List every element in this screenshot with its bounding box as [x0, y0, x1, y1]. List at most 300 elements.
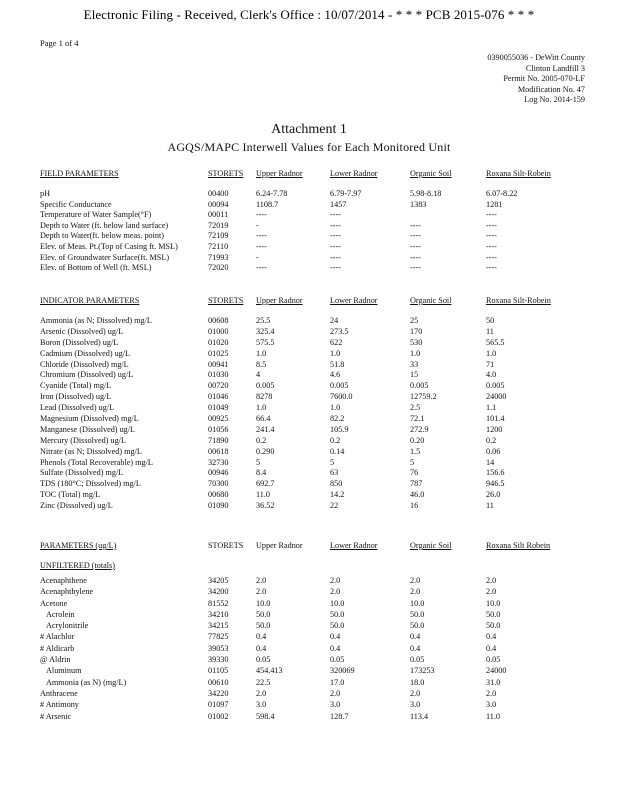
- parameter-name: Sulfate (Dissolved) mg/L: [40, 468, 124, 478]
- unit-value: 4: [256, 370, 261, 380]
- unit-value: 787: [410, 479, 423, 489]
- parameter-name: @ Aldrin: [40, 655, 71, 665]
- storet-code: 00400: [208, 189, 229, 198]
- storet-code: 00680: [208, 490, 229, 500]
- unit-value: 16: [410, 501, 419, 511]
- field-parameters-section: [40, 169, 585, 274]
- storet-code: 01049: [208, 403, 229, 413]
- unit-value: 2.0: [410, 688, 421, 698]
- storet-code: 34200: [208, 587, 229, 597]
- attachment-title: Attachment 1: [271, 122, 347, 137]
- indicator-row: [40, 360, 585, 371]
- column-header: Roxana Silt Robein: [486, 541, 551, 550]
- meta-line: Permit No. 2005-070-LF: [503, 74, 585, 84]
- unit-value: 2.0: [486, 576, 497, 585]
- unit-value: 31.0: [486, 677, 501, 687]
- storet-code: 00720: [208, 381, 229, 391]
- unit-value: ----: [256, 231, 267, 241]
- unit-value: 0.06: [486, 446, 501, 456]
- unit-value: 0.2: [330, 435, 341, 445]
- unit-value: 0.20: [410, 435, 425, 445]
- storet-code: 34205: [208, 576, 229, 585]
- parameter-row: [40, 599, 585, 610]
- parameter-name: TDS (180°C; Dissolved) mg/L: [40, 479, 141, 489]
- parameter-name: TOC (Total) mg/L: [40, 490, 101, 500]
- unit-value: 50.0: [256, 621, 271, 631]
- unit-value: 2.0: [330, 576, 341, 585]
- unit-value: 6.79-7.97: [330, 189, 362, 198]
- storet-code: 00608: [208, 316, 229, 325]
- storet-code: 00011: [208, 210, 229, 220]
- storet-code: 34215: [208, 621, 229, 631]
- unit-value: 2.0: [256, 576, 267, 585]
- unit-value: ----: [330, 210, 341, 220]
- unit-value: 63: [330, 468, 339, 478]
- parameter-name: Cadmium (Dissolved) ug/L: [40, 348, 131, 358]
- parameter-name: Depth to Water(ft. below meas. point): [40, 231, 165, 241]
- parameter-rows: [40, 576, 585, 723]
- unit-value: 3.0: [410, 700, 421, 710]
- storet-code: 32730: [208, 457, 229, 467]
- unit-value: 0.2: [486, 435, 497, 445]
- column-header: STORETS: [208, 169, 244, 178]
- storet-code: 01090: [208, 501, 229, 511]
- storet-code: 01056: [208, 424, 229, 434]
- parameter-name: # Antimony: [40, 700, 79, 710]
- unit-value: 0.4: [256, 632, 267, 642]
- parameter-name: Magnesium (Dissolved) mg/L: [40, 414, 139, 424]
- unit-value: 3.0: [486, 700, 497, 710]
- indicator-header-row: [40, 296, 585, 308]
- unit-value: 0.05: [410, 655, 425, 665]
- storet-code: 01105: [208, 666, 229, 676]
- storet-code: 77825: [208, 632, 229, 642]
- unit-value: 565.5: [486, 337, 505, 347]
- indicator-row: [40, 349, 585, 360]
- unit-value: 2.5: [410, 403, 421, 413]
- parameter-name: Chloride (Dissolved) mg/L: [40, 359, 129, 369]
- unit-value: 24: [330, 316, 339, 325]
- column-header: Lower Radnor: [330, 541, 378, 550]
- storet-code: 00925: [208, 414, 229, 424]
- storet-code: 71993: [208, 252, 229, 262]
- unit-value: 0.005: [330, 381, 349, 391]
- unit-value: 50.0: [256, 609, 271, 619]
- parameter-name: Acenaphthene: [40, 576, 87, 585]
- parameter-name: Aluminum: [46, 666, 82, 676]
- meta-line: Modification No. 47: [517, 84, 585, 94]
- storet-code: 70300: [208, 479, 229, 489]
- parameter-row: [40, 644, 585, 655]
- indicator-row: [40, 392, 585, 403]
- unit-value: ----: [486, 263, 497, 273]
- indicator-row: [40, 425, 585, 436]
- unit-value: ----: [256, 263, 267, 273]
- unit-value: 2.0: [256, 688, 267, 698]
- unit-value: 18.0: [410, 677, 425, 687]
- indicator-row: [40, 414, 585, 425]
- indicator-row: [40, 447, 585, 458]
- parameter-name: # Alachlor: [40, 632, 75, 642]
- parameter-name: Ammonia (as N) (mg/L): [46, 677, 127, 687]
- unit-value: 173253: [410, 666, 435, 676]
- unit-value: 1.0: [486, 348, 497, 358]
- unit-value: 4.0: [486, 370, 497, 380]
- unit-value: 50.0: [410, 609, 425, 619]
- storet-code: 34220: [208, 688, 229, 698]
- parameter-name: Anthracene: [40, 688, 78, 698]
- unit-value: 1108.7: [256, 199, 279, 209]
- parameter-name: Acetone: [40, 598, 68, 608]
- unit-value: 2.0: [410, 587, 421, 597]
- parameter-name: Lead (Dissolved) ug/L: [40, 403, 115, 413]
- unit-value: 4.6: [330, 370, 341, 380]
- unit-value: 22: [330, 501, 339, 511]
- unit-value: 5: [410, 457, 415, 467]
- unit-value: ----: [410, 220, 421, 230]
- unit-value: 0.4: [410, 643, 421, 653]
- indicator-row: [40, 316, 585, 327]
- page-indicator: Page 1 of 4: [40, 38, 79, 48]
- unit-value: 101.4: [486, 414, 505, 424]
- storet-code: 00941: [208, 359, 229, 369]
- unit-value: 11.0: [256, 490, 271, 500]
- unit-value: 273.5: [330, 326, 349, 336]
- unit-value: 0.2: [256, 435, 267, 445]
- storet-code: 00094: [208, 199, 229, 209]
- parameter-name: Elev. of Groundwater Surface(ft. MSL): [40, 252, 170, 262]
- storet-code: 72110: [208, 241, 229, 251]
- column-header: Roxana Silt-Robein: [486, 296, 551, 305]
- column-header: Upper Radnor: [256, 169, 303, 178]
- indicator-row: [40, 436, 585, 447]
- unit-value: 50.0: [486, 609, 501, 619]
- parameter-row: [40, 678, 585, 689]
- parameter-name: Depth to Water (ft. below land surface): [40, 220, 169, 230]
- storet-code: 39053: [208, 643, 229, 653]
- attachment-subtitle: AGQS/MAPC Interwell Values for Each Monitored Unit: [167, 140, 451, 154]
- unit-value: 25: [410, 316, 419, 325]
- unit-value: 72.1: [410, 414, 425, 424]
- unit-value: 50.0: [486, 621, 501, 631]
- unit-value: 12759.2: [410, 392, 437, 402]
- unit-value: 50.0: [330, 609, 345, 619]
- unit-value: 530: [410, 337, 423, 347]
- indicator-row: [40, 490, 585, 501]
- column-header: Roxana Silt-Robein: [486, 169, 551, 178]
- column-header: Upper Radnor: [256, 541, 303, 550]
- unit-value: 692.7: [256, 479, 275, 489]
- indicator-row: [40, 479, 585, 490]
- unit-value: ----: [330, 220, 341, 230]
- parameter-name: Ammonia (as N; Dissolved) mg/L: [40, 316, 152, 325]
- column-header: Upper Radnor: [256, 296, 303, 305]
- unit-value: 17.0: [330, 677, 345, 687]
- unit-value: 10.0: [256, 598, 271, 608]
- parameter-row: [40, 700, 585, 711]
- column-header: Organic Soil: [410, 169, 452, 178]
- unit-value: 105.9: [330, 424, 349, 434]
- unit-value: 2.0: [330, 688, 341, 698]
- unit-value: 0.4: [256, 643, 267, 653]
- parameter-name: Elev. of Meas. Pt.(Top of Casing ft. MSL): [40, 241, 178, 251]
- indicator-parameters-section: [40, 296, 585, 512]
- parameter-name: pH: [40, 189, 51, 198]
- unit-value: 0.4: [486, 643, 497, 653]
- unit-value: ----: [256, 210, 267, 220]
- parameter-row: [40, 610, 585, 621]
- unit-value: 25.5: [256, 316, 271, 325]
- unit-value: 0.14: [330, 446, 345, 456]
- storet-code: 72019: [208, 220, 229, 230]
- unit-value: 0.4: [486, 632, 497, 642]
- unit-value: ----: [486, 231, 497, 241]
- unit-value: 50.0: [410, 621, 425, 631]
- parameter-row: [40, 712, 585, 723]
- unit-value: 10.0: [486, 598, 501, 608]
- unit-value: ----: [410, 263, 421, 273]
- unit-value: 272.9: [410, 424, 429, 434]
- storet-code: 01046: [208, 392, 229, 402]
- unit-value: 1200: [486, 424, 503, 434]
- parameter-name: Cyanide (Total) mg/L: [40, 381, 112, 391]
- unit-value: 1.0: [330, 403, 341, 413]
- unit-value: 22.5: [256, 677, 271, 687]
- storet-code: 01097: [208, 700, 229, 710]
- storet-code: 72109: [208, 231, 229, 241]
- unit-value: ----: [410, 252, 421, 262]
- parameter-name: Boron (Dissolved) ug/L: [40, 337, 119, 347]
- unit-value: 24000: [486, 392, 507, 402]
- parameter-row: [40, 689, 585, 700]
- column-header: Lower Radnor: [330, 296, 378, 305]
- storet-code: 00610: [208, 677, 229, 687]
- parameters-section: [40, 541, 585, 723]
- unit-value: 1281: [486, 199, 503, 209]
- indicator-row: [40, 381, 585, 392]
- unit-value: 82.2: [330, 414, 345, 424]
- unit-value: 0.05: [486, 655, 501, 665]
- parameter-name: # Arsenic: [40, 711, 72, 721]
- unit-value: 0.05: [330, 655, 345, 665]
- column-header: Organic Soil: [410, 541, 452, 550]
- unit-value: 14: [486, 457, 495, 467]
- unit-value: 51.8: [330, 359, 345, 369]
- column-header: FIELD PARAMETERS: [40, 169, 119, 178]
- parameter-name: Specific Conductance: [40, 199, 112, 209]
- column-header: STORETS: [208, 541, 244, 550]
- field-rows: [40, 189, 585, 274]
- unit-value: 0.005: [256, 381, 275, 391]
- unit-value: 24000: [486, 666, 507, 676]
- unit-value: 1457: [330, 199, 347, 209]
- unit-value: ----: [330, 252, 341, 262]
- unit-value: 5.98-8.18: [410, 189, 442, 198]
- unit-value: 0.005: [486, 381, 505, 391]
- storet-code: 81552: [208, 598, 229, 608]
- column-header: INDICATOR PARAMETERS: [40, 296, 140, 305]
- unit-value: 14.2: [330, 490, 345, 500]
- unit-value: ----: [330, 231, 341, 241]
- unit-value: 10.0: [330, 598, 345, 608]
- storet-code: 72020: [208, 263, 229, 273]
- unit-value: 5: [330, 457, 335, 467]
- unit-value: 850: [330, 479, 343, 489]
- unit-value: 8278: [256, 392, 273, 402]
- unit-value: ----: [486, 252, 497, 262]
- unit-value: 325.4: [256, 326, 275, 336]
- parameter-name: Acrylonitrile: [46, 621, 89, 631]
- parameter-name: Temperature of Water Sample(°F): [40, 210, 152, 220]
- unit-value: 128.7: [330, 711, 349, 721]
- meta-line: 0390055036 - DeWitt County: [487, 53, 585, 62]
- unit-value: 2.0: [410, 576, 421, 585]
- unit-value: 10.0: [410, 598, 425, 608]
- unit-value: 1.0: [256, 403, 267, 413]
- unit-value: 1.0: [410, 348, 421, 358]
- filing-stamp: Electronic Filing - Received, Clerk's Office : 10/07/2014 - * * * PCB 2015-076 * * *: [83, 7, 535, 22]
- unit-value: -: [256, 220, 259, 230]
- unit-value: 575.5: [256, 337, 275, 347]
- unfiltered-subheader: UNFILTERED (totals): [40, 561, 115, 570]
- unit-value: 946.5: [486, 479, 505, 489]
- parameter-name: Acenaphthylene: [40, 587, 94, 597]
- unit-value: ----: [256, 241, 267, 251]
- column-header: Lower Radnor: [330, 169, 378, 178]
- indicator-row: [40, 327, 585, 338]
- unit-value: 241.4: [256, 424, 275, 434]
- parameter-row: [40, 621, 585, 632]
- indicator-row: [40, 501, 585, 512]
- field-row: [40, 242, 585, 253]
- unfiltered-subheader-row: [40, 561, 585, 573]
- unit-value: 2.0: [486, 587, 497, 597]
- parameter-name: Zinc (Dissolved) ug/L: [40, 501, 113, 511]
- unit-value: ----: [486, 220, 497, 230]
- indicator-row: [40, 468, 585, 479]
- field-header-row: [40, 169, 585, 181]
- parameter-name: Iron (Dissolved) ug/L: [40, 392, 112, 402]
- unit-value: 8.4: [256, 468, 267, 478]
- unit-value: 46.0: [410, 490, 425, 500]
- parameter-name: # Aldicarb: [40, 643, 75, 653]
- unit-value: ----: [410, 231, 421, 241]
- unit-value: 11: [486, 501, 494, 511]
- unit-value: 1383: [410, 199, 427, 209]
- unit-value: 6.24-7.78: [256, 189, 288, 198]
- unit-value: ----: [486, 210, 497, 220]
- unit-value: 1.5: [410, 446, 421, 456]
- unit-value: 170: [410, 326, 423, 336]
- unit-value: 36.52: [256, 501, 275, 511]
- storet-code: 34210: [208, 609, 229, 619]
- unit-value: 598.4: [256, 711, 275, 721]
- unit-value: ----: [330, 263, 341, 273]
- unit-value: 5: [256, 457, 261, 467]
- indicator-row: [40, 338, 585, 349]
- field-row: [40, 253, 585, 264]
- parameter-row: [40, 632, 585, 643]
- parameter-name: Elev. of Bottom of Well (ft. MSL): [40, 263, 152, 273]
- parameter-name: Phenols (Total Recoverable) mg/L: [40, 457, 153, 467]
- storet-code: 01030: [208, 370, 229, 380]
- indicator-rows: [40, 316, 585, 512]
- indicator-row: [40, 370, 585, 381]
- storet-code: 01020: [208, 337, 229, 347]
- parameter-name: Nitrate (as N; Dissolved) mg/L: [40, 446, 142, 456]
- unit-value: 0.4: [330, 632, 341, 642]
- unit-value: 0.4: [330, 643, 341, 653]
- field-row: [40, 231, 585, 242]
- unit-value: 0.005: [410, 381, 429, 391]
- unit-value: 1.0: [330, 348, 341, 358]
- column-header: Organic Soil: [410, 296, 452, 305]
- unit-value: 11: [486, 326, 494, 336]
- storet-code: 00618: [208, 446, 229, 456]
- storet-code: 01000: [208, 326, 229, 336]
- unit-value: 2.0: [330, 587, 341, 597]
- field-row: [40, 221, 585, 232]
- unit-value: 0.290: [256, 446, 275, 456]
- parameter-row: [40, 666, 585, 677]
- parameter-row: [40, 576, 585, 587]
- unit-value: 454.413: [256, 666, 283, 676]
- indicator-row: [40, 403, 585, 414]
- storet-code: 01025: [208, 348, 229, 358]
- field-row: [40, 263, 585, 274]
- parameters-header-row: [40, 541, 585, 553]
- unit-value: 320069: [330, 666, 355, 676]
- unit-value: 76: [410, 468, 419, 478]
- storet-code: 71890: [208, 435, 229, 445]
- column-header: STORETS: [208, 296, 244, 305]
- permit-meta: [487, 53, 585, 106]
- unit-value: -: [256, 252, 259, 262]
- unit-value: 2.0: [256, 587, 267, 597]
- parameter-name: Manganese (Dissolved) ug/L: [40, 424, 136, 434]
- meta-line: Clinton Landfill 3: [525, 63, 585, 73]
- unit-value: 3.0: [330, 700, 341, 710]
- unit-value: 33: [410, 359, 419, 369]
- meta-line: Log No. 2014-159: [524, 95, 585, 105]
- unit-value: 3.0: [256, 700, 267, 710]
- unit-value: 622: [330, 337, 343, 347]
- storet-code: 01002: [208, 711, 229, 721]
- unit-value: 0.05: [256, 655, 271, 665]
- unit-value: ----: [330, 241, 341, 251]
- unit-value: 26.0: [486, 490, 501, 500]
- unit-value: 11.0: [486, 711, 501, 721]
- unit-value: 6.07-8.22: [486, 189, 518, 198]
- unit-value: ----: [486, 241, 497, 251]
- unit-value: ----: [410, 241, 421, 251]
- storet-code: 39330: [208, 655, 229, 665]
- unit-value: 15: [410, 370, 419, 380]
- storet-code: 00946: [208, 468, 229, 478]
- parameter-name: Chromium (Dissolved) ug/L: [40, 370, 134, 380]
- parameter-name: Acrolein: [46, 609, 75, 619]
- column-header: PARAMETERS (ug/L): [40, 541, 117, 550]
- unit-value: 156.6: [486, 468, 505, 478]
- unit-value: 113.4: [410, 711, 429, 721]
- unit-value: 66.4: [256, 414, 271, 424]
- parameter-row: [40, 587, 585, 598]
- parameter-row: [40, 655, 585, 666]
- unit-value: 8.5: [256, 359, 267, 369]
- unit-value: 50: [486, 316, 495, 325]
- unit-value: 0.4: [410, 632, 421, 642]
- field-row: [40, 189, 585, 200]
